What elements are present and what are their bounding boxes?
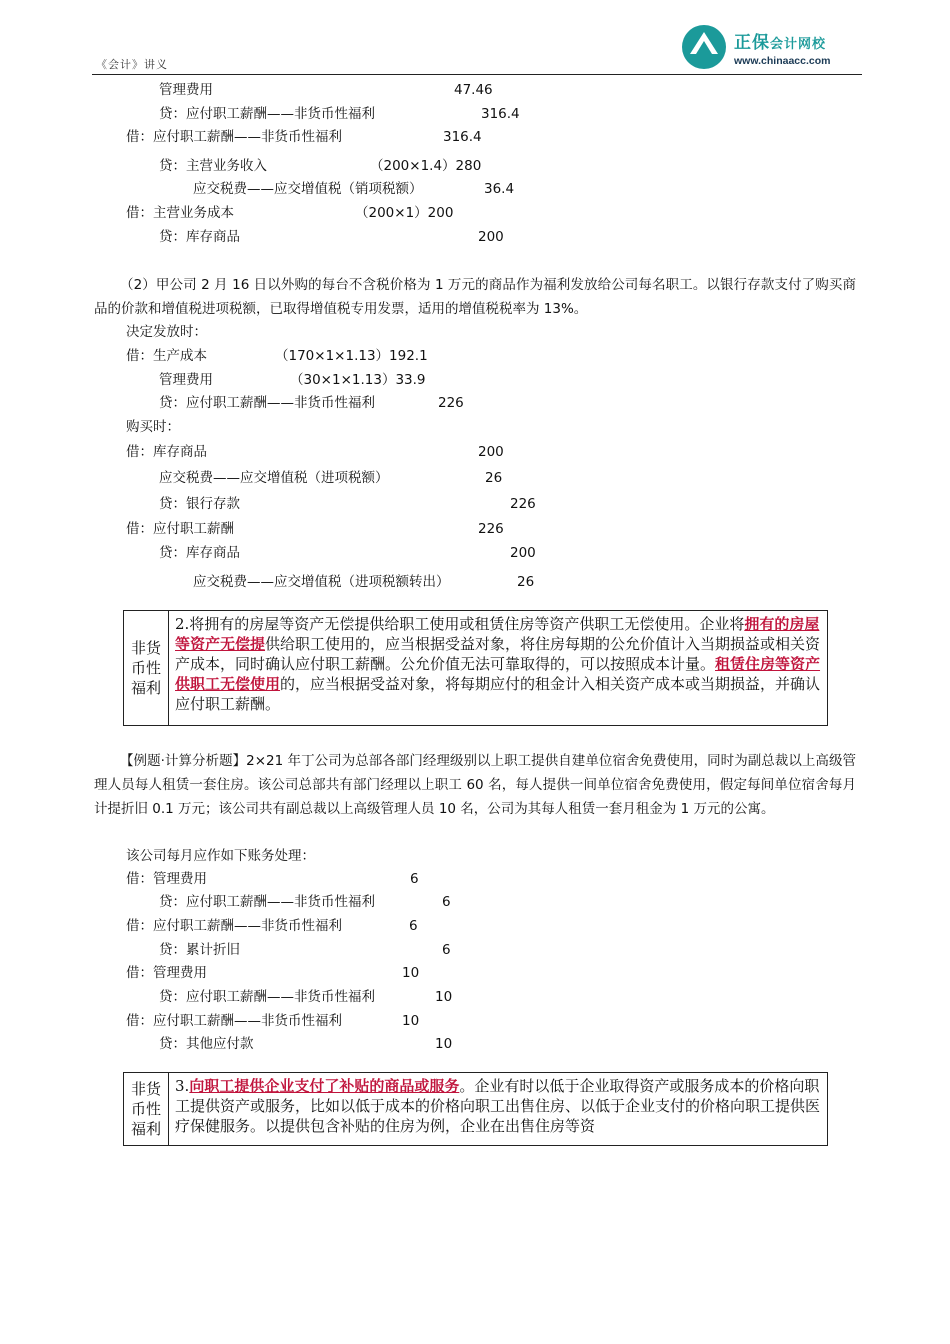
note-box-label: 非货币性福利 [124, 1073, 169, 1146]
section-label-buy: 购买时： [126, 419, 180, 435]
entry-amount: 226 [510, 496, 536, 512]
entry-text: 贷：应付职工薪酬——非货币性福利 [159, 894, 375, 910]
entry-amount: 10 [402, 1013, 420, 1029]
entry-text: 借：管理费用 [126, 965, 207, 981]
entry-text: 应交税费——应交增值税（进项税额） [159, 470, 389, 486]
highlight-text: 租赁住房等资产供职工无偿使用 [175, 655, 821, 693]
entry-text: 管理费用 [159, 82, 213, 98]
note-box-1 [123, 610, 828, 726]
entry-amount: 10 [435, 989, 453, 1005]
entry-amount: 316.4 [443, 129, 482, 145]
header-doc-title: 《会计》讲义 [96, 58, 168, 71]
entry-amount: 200 [478, 444, 504, 460]
note-box-content: 2.将拥有的房屋等资产无偿提供给职工使用或租赁住房等资产供职工无偿使用。企业将拥有的房屋等资产无偿提供给职工使用的，应当根据受益对象，将住房每期的公允价值计入当期损益或相关资产成本，同时确认应付职工薪酬。公允价值无法可靠取得的，可以按照成本计量。租赁住房等资产供职工无偿使用的，应当根据受益对象，将每期应付的租金计入相关资产成本或当期损益，并确认应付职工薪酬。 [169, 611, 828, 726]
note-box-content: 3.向职工提供企业支付了补贴的商品或服务。企业有时以低于企业取得资产或服务成本的价格向职工提供资产或服务，比如以低于成本的价格向职工出售住房、以低于企业支付的价格向职工提供医疗保健服务。以提供包含补贴的住房为例，企业在出售住房等资 [169, 1073, 828, 1146]
entry-text: 贷：库存商品 [159, 545, 240, 561]
brand-name: 正保会计网校 [734, 33, 827, 53]
brand-url: www.chinaacc.com [734, 55, 831, 67]
entry-text: 借：应付职工薪酬——非货币性福利 [126, 918, 342, 934]
highlight-text: 拥有的房屋等资产无偿提 [175, 615, 820, 653]
entry-text: 应交税费——应交增值税（进项税额转出） [193, 574, 450, 590]
entry-amount: 6 [442, 942, 451, 958]
entry-amount: 316.4 [481, 106, 520, 122]
entry-amount: 26 [517, 574, 535, 590]
entry-text: 贷：主营业务收入 [159, 158, 267, 174]
entry-amount: 6 [410, 871, 419, 887]
entry-amount: 26 [485, 470, 503, 486]
entry-amount: 36.4 [484, 181, 515, 197]
entry-calc: （170×1×1.13）192.1 [275, 348, 428, 364]
entry-text: 贷：应付职工薪酬——非货币性福利 [159, 106, 375, 122]
section-label-decide: 决定发放时： [126, 324, 207, 340]
entry-text: 贷：累计折旧 [159, 942, 240, 958]
entry-amount: 47.46 [454, 82, 493, 98]
entry-text: 应交税费——应交增值税（销项税额） [193, 181, 423, 197]
entry-amount: 10 [435, 1036, 453, 1052]
entry-amount: 200 [510, 545, 536, 561]
entry-text: 贷：银行存款 [159, 496, 240, 512]
entry-text: 借：应付职工薪酬 [126, 521, 234, 537]
note-box-label: 非货币性福利 [124, 611, 169, 726]
example-paragraph: 【例题·计算分析题】2×21 年丁公司为总部各部门经理级别以上职工提供自建单位宿舍免费使用，同时为副总裁以上高级管理人员每人租赁一套住房。该公司总部共有部门经理以上职工 60 名，每人提供一间单位宿舍免费使用，假定每间单位宿舍每月计提折旧 0.1 万元；该公司共有副总裁以上高级管理人员 10 名，公司为其每人租赁一套月租金为 1 万元的公寓。 [94, 753, 856, 817]
entry-text: 贷：其他应付款 [159, 1036, 254, 1052]
entry-amount: 6 [442, 894, 451, 910]
entry-amount: 10 [402, 965, 420, 981]
entry-calc: （200×1.4）280 [370, 158, 482, 174]
entry-amount: 226 [438, 395, 464, 411]
entry-text: 借：生产成本 [126, 348, 207, 364]
entry-text: 借：库存商品 [126, 444, 207, 460]
header-divider [92, 74, 862, 75]
entry-text: 借：管理费用 [126, 871, 207, 887]
question-paragraph-2: （2）甲公司 2 月 16 日以外购的每台不含税价格为 1 万元的商品作为福利发放给公司每名职工。以银行存款支付了购买商品的价款和增值税进项税额，已取得增值税专用发票，适用的增值税税率为 13%。 [94, 277, 856, 317]
entry-calc: （30×1×1.13）33.9 [290, 372, 426, 388]
entry-text: 管理费用 [159, 372, 213, 388]
entry-text: 借：应付职工薪酬——非货币性福利 [126, 1013, 342, 1029]
entry-amount: 6 [409, 918, 418, 934]
section-label-monthly: 该公司每月应作如下账务处理： [126, 848, 315, 864]
entry-text: 借：应付职工薪酬——非货币性福利 [126, 129, 342, 145]
entry-text: 贷：库存商品 [159, 229, 240, 245]
entry-text: 贷：应付职工薪酬——非货币性福利 [159, 395, 375, 411]
entry-amount: 200 [478, 229, 504, 245]
entry-text: 借：主营业务成本 [126, 205, 234, 221]
entry-calc: （200×1）200 [355, 205, 454, 221]
entry-amount: 226 [478, 521, 504, 537]
highlight-text: 向职工提供企业支付了补贴的商品或服务 [189, 1077, 460, 1095]
entry-text: 贷：应付职工薪酬——非货币性福利 [159, 989, 375, 1005]
note-box-2 [123, 1072, 828, 1146]
